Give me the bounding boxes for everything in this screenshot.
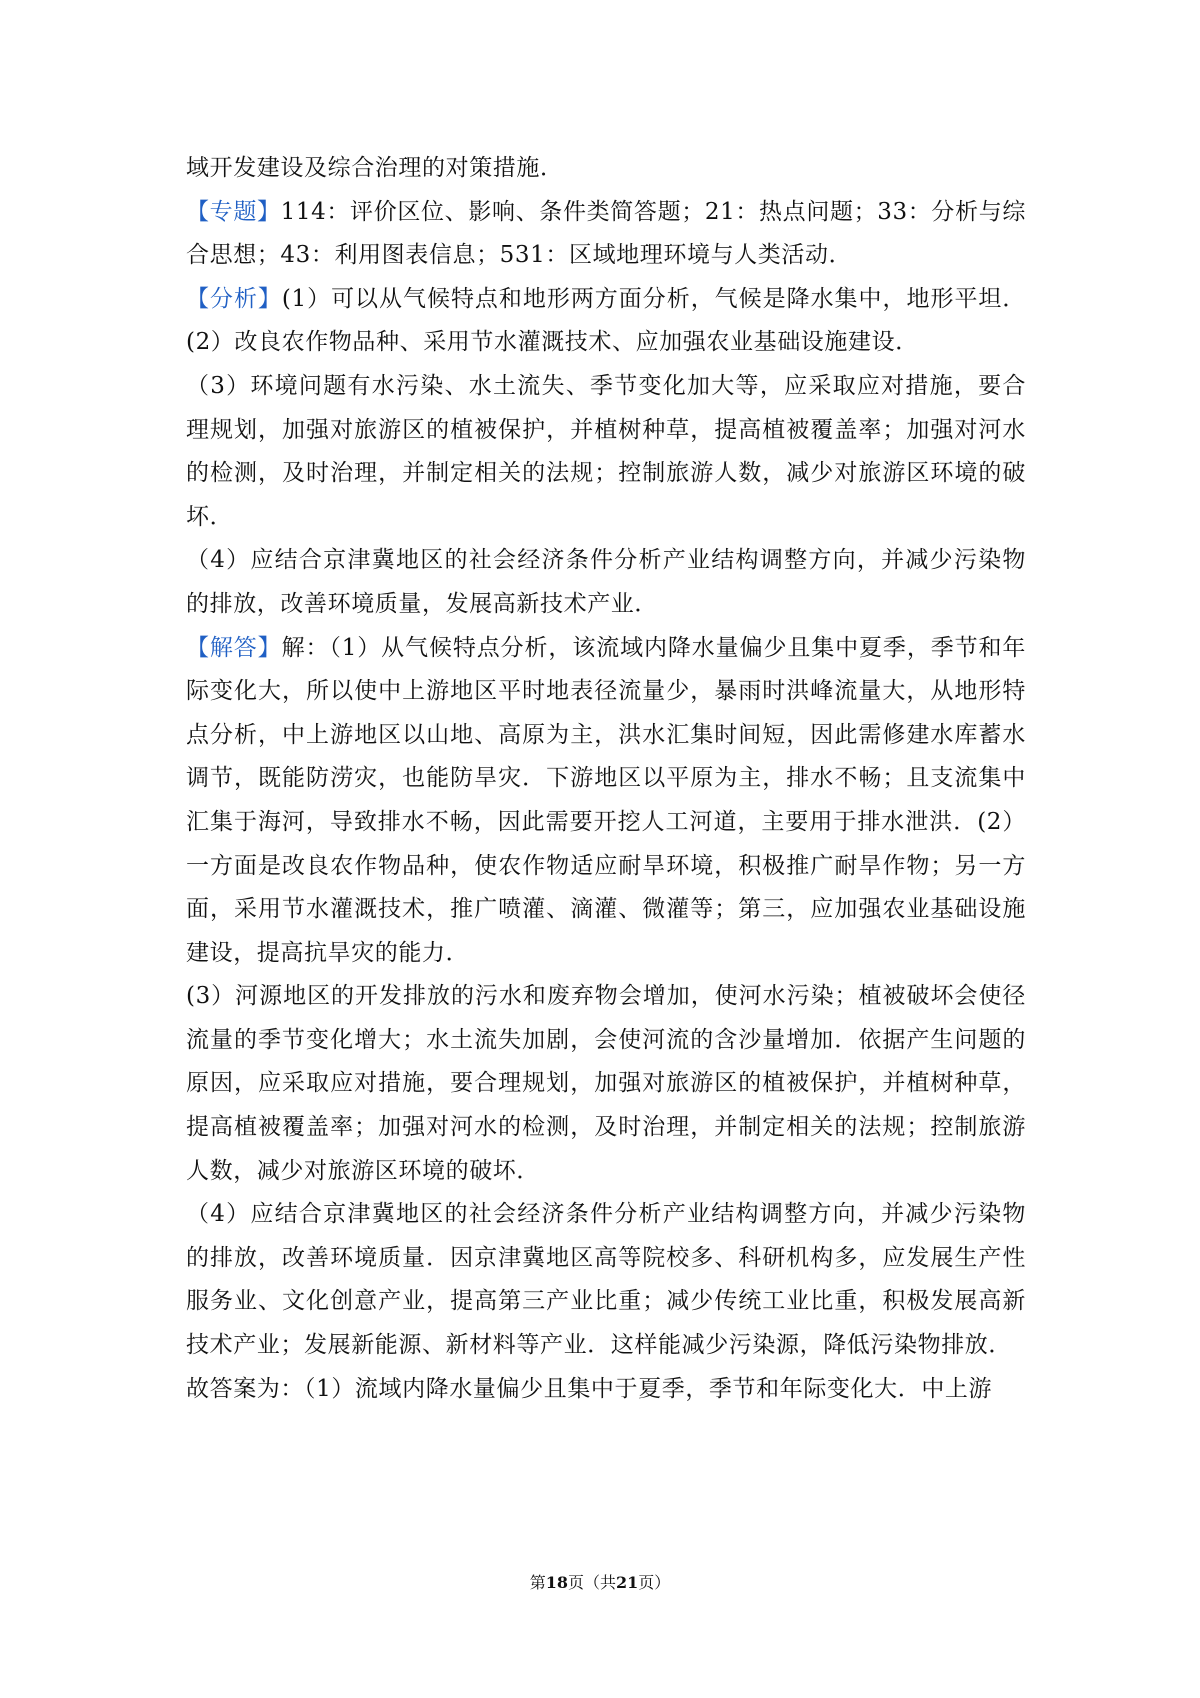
paragraph-continuation (186, 147, 1026, 191)
footer-suffix: 页） (638, 1573, 671, 1592)
footer-middle: 页（共 (567, 1573, 616, 1592)
paragraph-analysis-4 (186, 539, 1026, 626)
continuation-text: 域开发建设及综合治理的对策措施． (186, 155, 564, 181)
final-answer-text: 故答案为：（1）流域内降水量偏少且集中于夏季，季节和年际变化大．中上游 (186, 1375, 993, 1402)
paragraph-answer-3 (186, 975, 1026, 1193)
paragraph-final-answer (186, 1368, 1026, 1412)
answer-3-text: (3）河源地区的开发排放的污水和废弃物会增加，使河水污染；植被破坏会使径流量的季节变化增大；水土流失加剧，会使河流的含沙量增加．依据产生问题的原因，应采取应对措施，要合理规划，加强对旅游区的植被保护，并植树种草，提高植被覆盖率；加强对河水的检测，及时治理，并制定相关的法规；控制旅游人数，减少对旅游区环境的破坏． (186, 983, 1026, 1184)
footer-total-pages: 21 (616, 1573, 639, 1592)
footer-prefix: 第 (529, 1573, 546, 1592)
paragraph-answer-4 (186, 1193, 1026, 1367)
analysis-tag: 【分析】 (186, 285, 282, 312)
footer-page-number: 18 (545, 1573, 568, 1592)
page-content (186, 147, 1026, 1411)
answer-tag: 【解答】 (186, 634, 282, 661)
page-footer (0, 1570, 1200, 1593)
paragraph-topic (186, 191, 1026, 278)
answer-text: 解：（1）从气候特点分析，该流域内降水量偏少且集中夏季，季节和年际变化大，所以使中上游地区平时地表径流量少，暴雨时洪峰流量大，从地形特点分析，中上游地区以山地、高原为主，洪水汇集时间短，因此需修建水库蓄水调节，既能防涝灾，也能防旱灾．下游地区以平原为主，排水不畅；且支流集中汇集于海河，导致排水不畅，因此需要开挖人工河道，主要用于排水泄洪．(2）一方面是改良农作物品种，使农作物适应耐旱环境，积极推广耐旱作物；另一方面，采用节水灌溉技术，推广喷灌、滴灌、微灌等；第三，应加强农业基础设施建设，提高抗旱灾的能力． (186, 634, 1026, 966)
analysis-text: (1）可以从气候特点和地形两方面分析，气候是降水集中，地形平坦．(2）改良农作物品种、采用节水灌溉技术、应加强农业基础设施建设． (186, 285, 1026, 356)
answer-4-text: （4）应结合京津冀地区的社会经济条件分析产业结构调整方向，并减少污染物的排放，改善环境质量．因京津冀地区高等院校多、科研机构多，应发展生产性服务业、文化创意产业，提高第三产业比重；减少传统工业比重，积极发展高新技术产业；发展新能源、新材料等产业．这样能减少污染源，降低污染物排放． (186, 1201, 1026, 1359)
analysis-4-text: （4）应结合京津冀地区的社会经济条件分析产业结构调整方向，并减少污染物的排放，改善环境质量，发展高新技术产业． (186, 547, 1026, 617)
topic-tag: 【专题】 (186, 198, 281, 225)
paragraph-analysis (186, 278, 1026, 365)
topic-text: 114：评价区位、影响、条件类简答题；21：热点问题；33：分析与综合思想；43：利用图表信息；531：区域地理环境与人类活动． (186, 198, 1026, 269)
paragraph-answer (186, 627, 1026, 976)
analysis-3-text: （3）环境问题有水污染、水土流失、季节变化加大等，应采取应对措施，要合理规划，加强对旅游区的植被保护，并植树种草，提高植被覆盖率；加强对河水的检测，及时治理，并制定相关的法规；控制旅游人数，减少对旅游区环境的破坏． (186, 372, 1026, 530)
paragraph-analysis-3 (186, 365, 1026, 539)
